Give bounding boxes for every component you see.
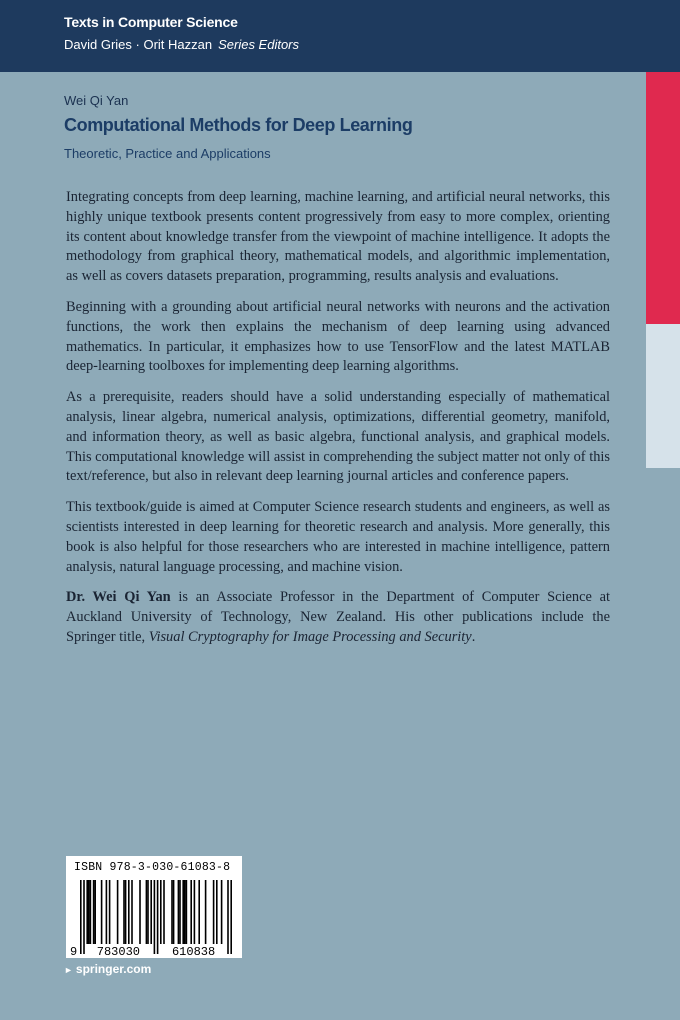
barcode-bar	[190, 880, 192, 944]
book-author: Wei Qi Yan	[64, 93, 129, 108]
barcode-bar	[194, 880, 196, 944]
barcode-digits: 610838	[171, 945, 216, 958]
bio-text: is an Associate Professor in the Department of Computer Science at Auckland University of Technology, New Zealand. His other publications include the Springer title,	[66, 589, 610, 645]
barcode-bar	[128, 880, 130, 944]
barcode-bar	[101, 880, 103, 944]
barcode-bar	[139, 880, 141, 944]
barcode-bar	[147, 880, 149, 944]
springer-link[interactable]	[64, 962, 151, 976]
barcode-bar	[150, 880, 152, 944]
barcode-bar	[88, 880, 90, 944]
blurb-paragraph: This textbook/guide is aimed at Computer Science research students and engineers, as well as scientists interested in deep learning for theoretic research and analysis. More generally, this book is also helpful for those researchers who are interested in machine intelligence, pattern analysis, natural language processing, and machine vision.	[66, 499, 610, 575]
barcode-bar	[123, 880, 125, 944]
barcode-digits: 9	[70, 945, 78, 958]
barcode-bar	[227, 880, 229, 954]
isbn-label: ISBN 978-3-030-61083-8	[74, 861, 231, 874]
barcode-bar	[182, 880, 184, 944]
barcode-bar	[125, 880, 127, 944]
barcode-bar	[205, 880, 207, 944]
series-editors-role: Series Editors	[218, 37, 300, 52]
barcode-bar	[184, 880, 186, 944]
blurb-paragraph: As a prerequisite, readers should have a solid understanding especially of mathematical analysis, linear algebra, numerical analysis, optimizations, differential geometry, manifold, and information theory, as well as basic algebra, functional analysis, and graphical models. This computational knowledge will assist in comprehending the subject matter not only of this text/reference, but also in relevant deep learning journal articles and conference papers.	[66, 389, 610, 485]
bio-book-title: Visual Cryptography for Image Processing and Security	[148, 628, 472, 645]
blurb-paragraph: Beginning with a grounding about artificial neural networks with neurons and the activation functions, the work then explains the mechanism of deep learning using advanced mathematics. In particular, it emphasizes how to use TensorFlow and the latest MATLAB deep-learning toolboxes for implementing deep learning algorithms.	[66, 298, 610, 375]
barcode-bar	[106, 880, 108, 944]
series-banner	[0, 0, 680, 72]
barcode-bar	[90, 880, 92, 944]
barcode-graphic	[66, 878, 242, 958]
bio-name: Dr. Wei Qi Yan	[66, 589, 171, 606]
barcode-bar	[80, 880, 82, 954]
barcode-bar	[186, 880, 188, 944]
barcode-bar	[216, 880, 218, 944]
barcode-bar	[163, 880, 165, 944]
isbn-barcode	[66, 856, 242, 958]
barcode-bar	[173, 880, 175, 944]
barcode-bar	[93, 880, 95, 944]
barcode-bar	[117, 880, 119, 944]
bio-end: .	[471, 628, 476, 645]
book-title: Computational Methods for Deep Learning	[64, 115, 413, 135]
barcode-bar	[83, 880, 85, 954]
barcode-bar	[131, 880, 133, 944]
series-editors	[64, 37, 299, 52]
website-label: springer.com	[75, 962, 152, 976]
barcode-bar	[213, 880, 215, 944]
barcode-bar	[230, 880, 232, 954]
accent-stripe-lower	[646, 468, 680, 1020]
series-title: Texts in Computer Science	[64, 14, 238, 30]
blurb-paragraph: Integrating concepts from deep learning, machine learning, and artificial neural networks, this highly unique textbook presents content progressively from easy to more complex, orienting its content about knowledge transfer from the viewpoint of machine intelligence. It adopts the methodology from graphical theory, mathematical models, and algorithmic implementation, as well as covers datasets preparation, programming, results analysis and evaluations.	[66, 189, 610, 285]
barcode-bar	[94, 880, 96, 944]
barcode-bar	[160, 880, 162, 944]
book-subtitle: Theoretic, Practice and Applications	[64, 146, 271, 161]
barcode-bar	[109, 880, 111, 944]
accent-stripe-red	[646, 72, 680, 324]
barcode-bar	[154, 880, 156, 954]
barcode-bar	[86, 880, 88, 944]
barcode-bar	[146, 880, 148, 944]
blurb	[66, 188, 610, 659]
author-bio	[66, 588, 610, 647]
accent-stripe-pale	[646, 324, 680, 468]
barcode-bar	[198, 880, 200, 944]
arrow-icon: ►	[64, 965, 73, 975]
barcode-bar	[179, 880, 181, 944]
barcode-bar	[171, 880, 173, 944]
series-editors-names: David Gries · Orit Hazzan	[64, 37, 213, 52]
barcode-bar	[221, 880, 223, 944]
barcode-bar	[157, 880, 159, 954]
barcode-digits: 783030	[96, 945, 141, 958]
barcode-bar	[178, 880, 180, 944]
